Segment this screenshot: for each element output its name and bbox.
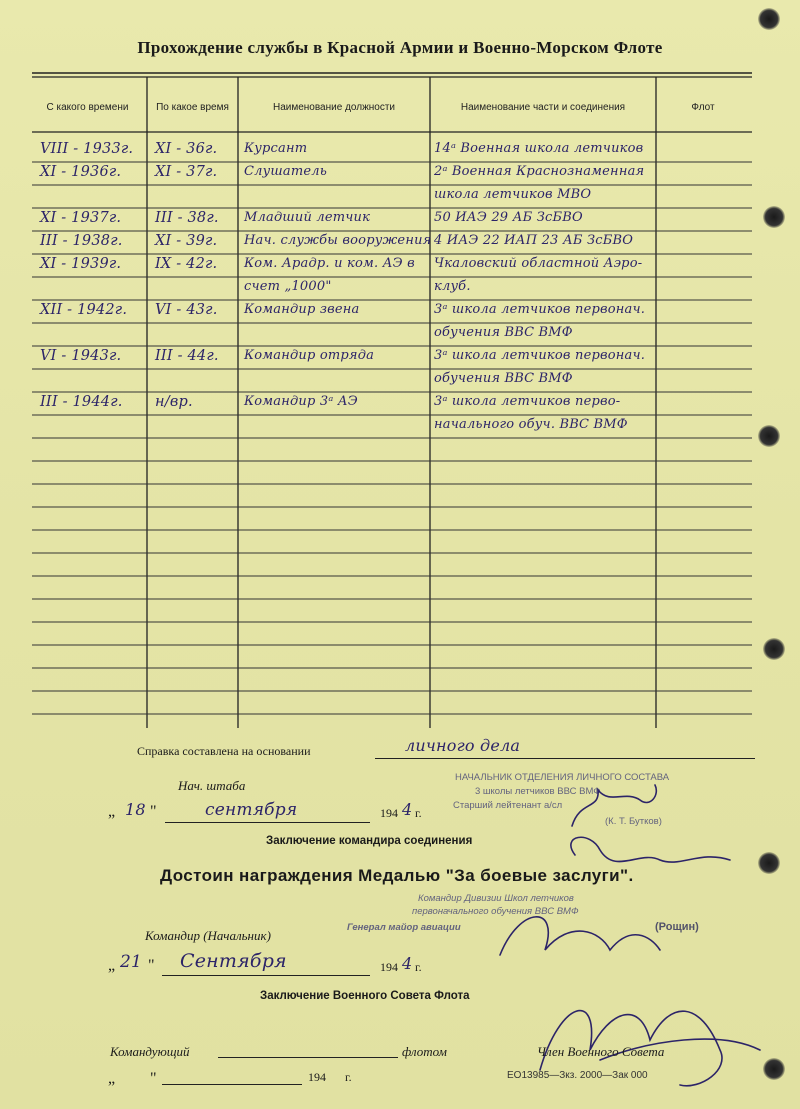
column-header-to: По какое время (156, 101, 229, 113)
date3-year: 194 (308, 1070, 326, 1084)
cell-to: VI - 43г. (155, 302, 218, 318)
date1-year-prefix: 194 (380, 806, 398, 820)
date2-month: Сентября (180, 950, 287, 972)
cell-to: н/вр. (155, 394, 193, 410)
date1-quote-open: „ (108, 803, 116, 820)
council-member-label: Член Военного Совета (537, 1044, 665, 1059)
cell-unit: 3ᵃ школа летчиков перво- (434, 394, 621, 409)
chief-of-staff-label: Нач. штаба (178, 778, 246, 793)
stamp-personnel-line3: Старший лейтенант а/сл (453, 800, 563, 811)
punch-hole-icon (763, 638, 785, 660)
date2-quote-open: „ (108, 957, 116, 974)
cell-position: счет „1000" (244, 279, 332, 294)
stamp-division-name: (Рощин) (655, 921, 699, 933)
stamp-personnel-line1: НАЧАЛЬНИК ОТДЕЛЕНИЯ ЛИЧНОГО СОСТАВА (455, 772, 670, 783)
cell-to: III - 44г. (155, 348, 219, 364)
basis-label: Справка составлена на основании (137, 744, 311, 758)
column-header-unit: Наименование части и соединения (460, 101, 626, 113)
cell-to: XI - 36г. (155, 141, 218, 157)
punch-hole-icon (763, 206, 785, 228)
stamp-division-line1: Командир Дивизии Школ летчиков (418, 893, 574, 904)
cell-to: XI - 37г. (155, 164, 218, 180)
cell-position: Курсант (244, 141, 308, 156)
date1-day: 18 (125, 800, 146, 819)
commander-label: Командир (Начальник) (145, 928, 271, 943)
cell-unit: начального обуч. ВВС ВМФ (434, 417, 628, 432)
cell-unit: школа летчиков МВО (434, 187, 592, 202)
council-conclusion-heading: Заключение Военного Совета Флота (260, 990, 470, 1002)
date3-year-end: г. (345, 1070, 352, 1084)
date1-quote-close: " (150, 803, 157, 820)
cell-position: Командир отряда (244, 348, 375, 363)
column-header-fleet: Флот (691, 101, 715, 113)
cell-position: Нач. службы вооружения (244, 233, 432, 248)
cell-from: XI - 1939г. (40, 256, 122, 272)
cell-position: Слушатель (244, 164, 328, 179)
cell-unit: Чкаловский областной Аэро- (434, 256, 643, 271)
cell-from: III - 1938г. (40, 233, 123, 249)
column-header-from: С какого времени (46, 101, 129, 113)
cell-unit: 14ᵃ Военная школа летчиков (434, 141, 644, 156)
punch-hole-icon (758, 425, 780, 447)
commander-conclusion-heading: Заключение командира соединения (266, 835, 473, 847)
cell-to: XI - 39г. (155, 233, 218, 249)
stamp-division-line2: первоначального обучения ВВС ВМФ (412, 906, 579, 917)
date2-year-suffix: 4 (402, 954, 413, 973)
date3-quote-close: " (150, 1070, 157, 1087)
punch-hole-icon (758, 852, 780, 874)
column-header-position: Наименование должности (272, 101, 396, 113)
award-recommendation: Достоин награждения Медалью "За боевые заслуги". (160, 866, 634, 885)
date2-year-prefix: 194 (380, 960, 398, 974)
cell-from: XI - 1937г. (40, 210, 122, 226)
stamp-personnel-line4: (К. Т. Бутков) (605, 816, 662, 827)
cell-to: III - 38г. (155, 210, 219, 226)
cell-position: Командир звена (244, 302, 360, 317)
cell-unit: 2ᵃ Военная Краснознаменная (434, 164, 645, 179)
date1-month: сентября (205, 800, 298, 820)
punch-hole-icon (763, 1058, 785, 1080)
cell-to: IX - 42г. (155, 256, 218, 272)
cell-position: Командир 3ᵃ АЭ (244, 394, 358, 409)
cell-from: VI - 1943г. (40, 348, 122, 364)
cell-from: XII - 1942г. (40, 302, 128, 318)
stamp-division-line3: Генерал майор авиации (347, 922, 461, 933)
date1-year-end: г. (415, 806, 422, 820)
date2-year-end: г. (415, 960, 422, 974)
cell-from: XI - 1936г. (40, 164, 122, 180)
date2-quote-close: " (148, 957, 155, 974)
page-title: Прохождение службы в Красной Армии и Военно-Морском Флоте (137, 38, 663, 57)
cell-from: III - 1944г. (40, 394, 123, 410)
date3-quote-open: „ (108, 1070, 116, 1087)
cell-position: Младший летчик (244, 210, 371, 225)
commanding-label: Командующий (110, 1044, 190, 1059)
cell-unit: 50 ИАЭ 29 АБ ЗсБВО (434, 210, 583, 225)
fleet-label: флотом (402, 1044, 447, 1059)
date1-year-suffix: 4 (402, 800, 413, 819)
cell-unit: 4 ИАЭ 22 ИАП 23 АБ ЗсБВО (434, 233, 634, 248)
punch-hole-icon (758, 8, 780, 30)
cell-unit: клуб. (434, 279, 471, 294)
cell-position: Ком. Арадр. и ком. АЭ в (244, 256, 415, 271)
cell-from: VIII - 1933г. (40, 141, 134, 157)
cell-unit: обучения ВВС ВМФ (434, 371, 573, 386)
cell-unit: обучения ВВС ВМФ (434, 325, 573, 340)
stamp-personnel-line2: 3 школы летчиков ВВС ВМФ (475, 786, 601, 797)
cell-unit: 3ᵃ школа летчиков первонач. (434, 348, 646, 363)
print-code: ЕО13985—Зкз. 2000—Зак 000 (507, 1070, 648, 1081)
basis-value: личного дела (405, 736, 521, 755)
date2-day: 21 (120, 952, 143, 972)
cell-unit: 3ᵃ школа летчиков первонач. (434, 302, 646, 317)
